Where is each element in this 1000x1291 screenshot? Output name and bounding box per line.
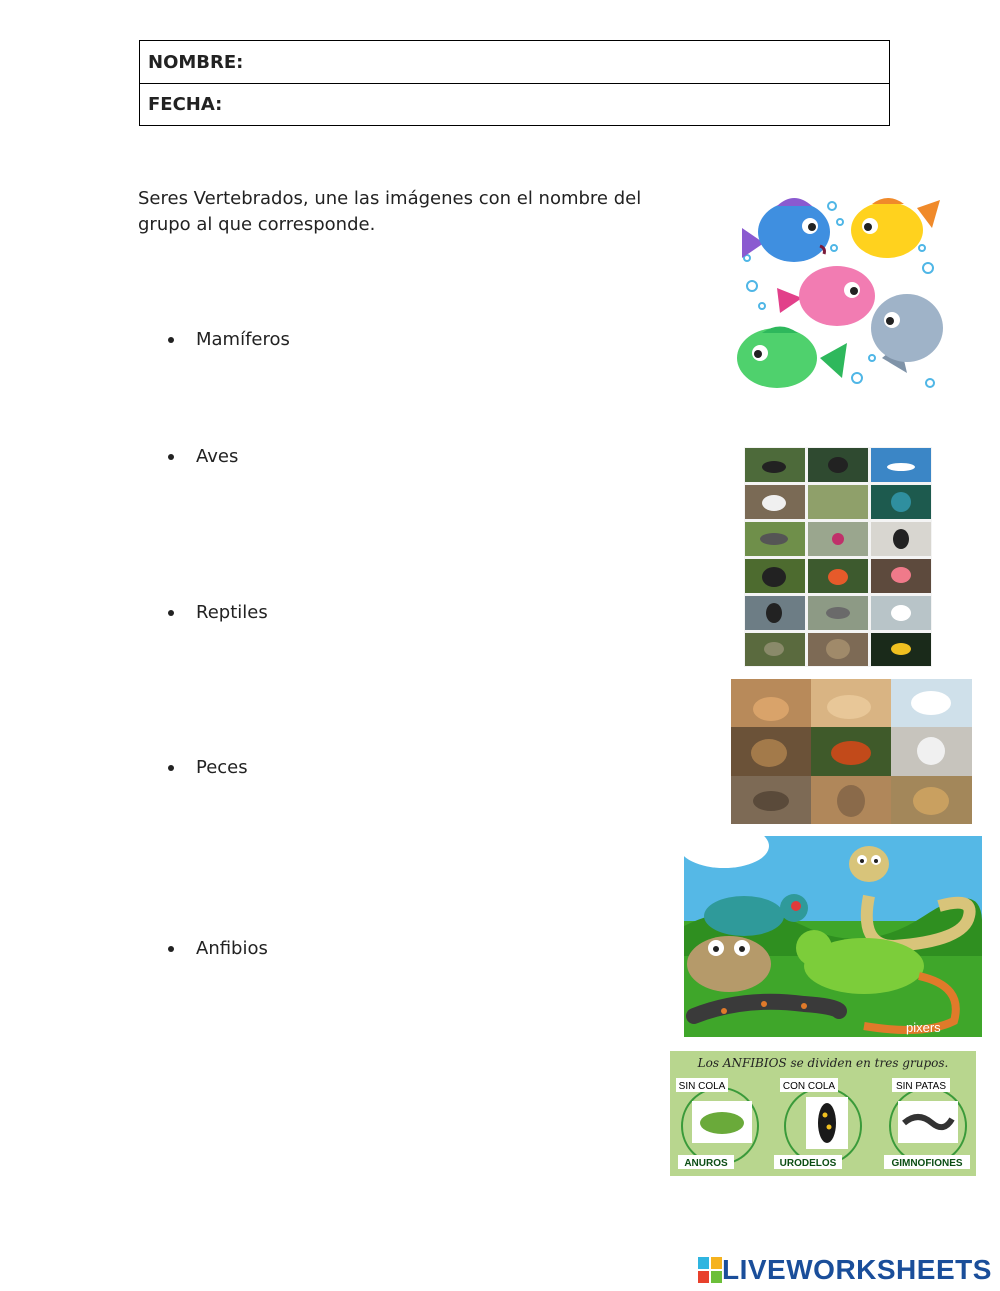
group-label: Aves — [196, 446, 239, 467]
amphibians-diagram — [670, 1051, 976, 1176]
bullet-dot — [168, 946, 174, 952]
pixers-watermark: pixers — [906, 1020, 941, 1035]
group-item-peces[interactable] — [168, 757, 248, 778]
group-anuros: ANUROS — [684, 1158, 728, 1169]
logo-text: LIVEWORKSHEETS — [722, 1254, 992, 1285]
mammals-collage[interactable] — [731, 679, 972, 824]
group-label: Reptiles — [196, 602, 268, 623]
group-urodelos: URODELOS — [779, 1158, 837, 1169]
fish-illustration — [732, 188, 947, 403]
mammals-photo-grid — [731, 679, 972, 824]
student-info-table — [139, 40, 890, 126]
toad-drawing — [687, 936, 771, 992]
tag-con-cola: CON COLA — [782, 1081, 836, 1092]
name-label: NOMBRE: — [148, 51, 244, 73]
group-gimnofiones: GIMNOFIONES — [891, 1158, 963, 1169]
reptiles-image[interactable] — [684, 836, 982, 1037]
instructions-text: Seres Vertebrados, une las imágenes con el nombre del grupo al que corresponde. — [138, 188, 642, 235]
group-item-aves[interactable] — [168, 446, 238, 467]
reptiles-illustration — [684, 836, 982, 1037]
group-label: Mamíferos — [196, 329, 290, 350]
group-item-mamiferos[interactable] — [168, 329, 290, 350]
birds-photo-grid — [744, 447, 932, 667]
amphibians-image[interactable] — [670, 1051, 976, 1176]
fish-image[interactable] — [732, 188, 947, 403]
group-label: Anfibios — [196, 938, 268, 959]
date-row — [140, 83, 889, 125]
tag-sin-patas: SIN PATAS — [895, 1081, 947, 1092]
group-item-anfibios[interactable] — [168, 938, 268, 959]
tag-sin-cola: SIN COLA — [678, 1081, 726, 1092]
salamander-photo — [818, 1103, 836, 1143]
bullet-dot — [168, 337, 174, 343]
name-row — [140, 41, 889, 83]
bullet-dot — [168, 454, 174, 460]
amphibians-title: Los ANFIBIOS se dividen en tres grupos. — [697, 1056, 949, 1070]
bullet-dot — [168, 765, 174, 771]
liveworksheets-logo[interactable] — [698, 1255, 992, 1285]
live-blocks-icon — [698, 1257, 722, 1283]
bullet-dot — [168, 610, 174, 616]
birds-collage[interactable] — [744, 447, 932, 667]
group-label: Peces — [196, 757, 248, 778]
frog-photo — [700, 1112, 744, 1134]
date-label: FECHA: — [148, 94, 223, 115]
group-item-reptiles[interactable] — [168, 602, 268, 623]
